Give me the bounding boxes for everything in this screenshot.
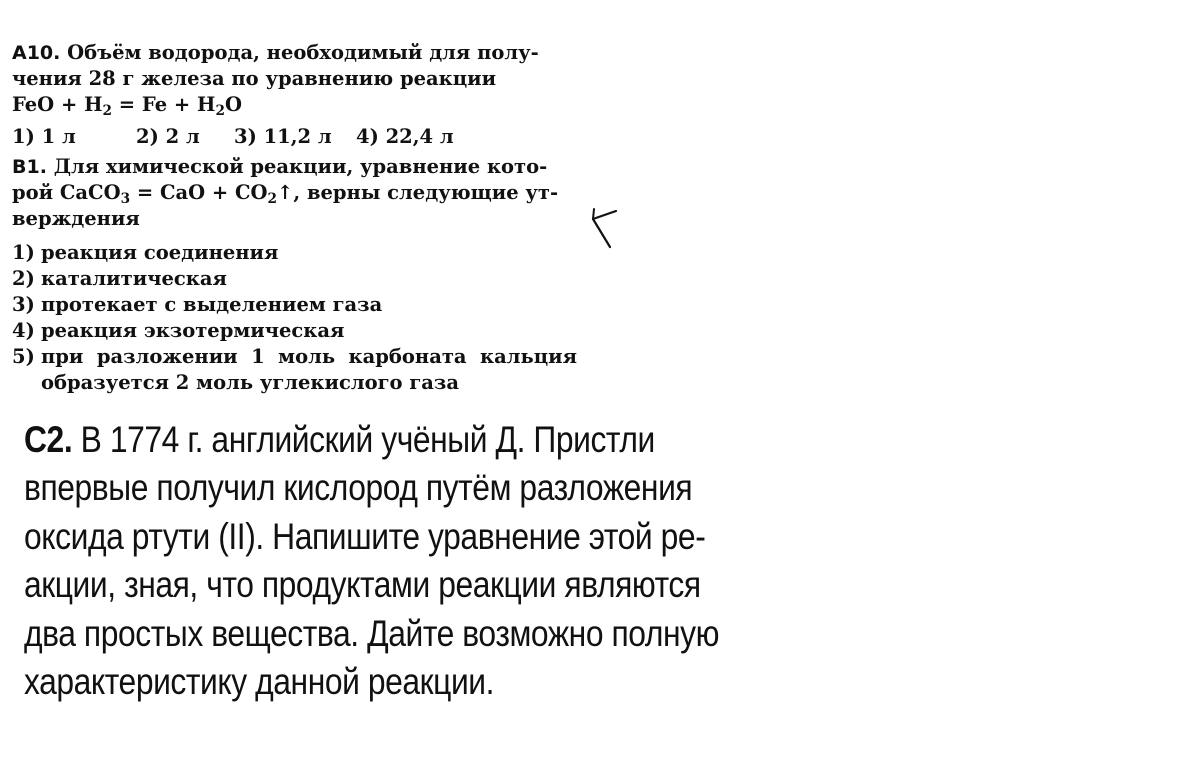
questions-block	[12, 40, 577, 396]
a10-eq-part: FeO + H	[12, 93, 103, 116]
a10-answer-1: 1) 1 л	[12, 125, 76, 148]
a10-eq-part: O	[224, 93, 242, 116]
a10-answer-3: 3) 11,2 л	[234, 125, 332, 148]
option-number: 3)	[12, 293, 35, 316]
b1-line-3: верждения	[12, 207, 140, 230]
b1-eq-part: рой CaCO	[12, 181, 121, 204]
c2-text-line: В 1774 г. английский учёный Д. Пристли	[72, 419, 655, 460]
a10-text-line-1: Объём водорода, необходимый для полу-	[67, 41, 539, 64]
option-text: протекает с выделением газа	[41, 293, 383, 316]
option-number: 5)	[12, 345, 35, 368]
b1-option-3	[12, 292, 577, 318]
question-a10	[12, 40, 577, 150]
b1-number: B1.	[12, 156, 47, 178]
a10-line-1	[12, 40, 577, 66]
option-text: реакция соединения	[41, 241, 279, 264]
b1-line-1	[12, 154, 577, 180]
option-text: реакция экзотермическая	[41, 319, 345, 342]
option-text: каталитическая	[41, 267, 227, 290]
option-number: 4)	[12, 319, 35, 342]
option-number: 1)	[12, 241, 35, 264]
b1-options	[12, 240, 577, 396]
a10-answer-2: 2) 2 л	[136, 125, 200, 148]
a10-number: A10.	[12, 42, 61, 64]
option-number: 2)	[12, 267, 35, 290]
b1-option-1	[12, 240, 577, 266]
c2-line-3: оксида ртути (II). Напишите уравнение этой ре-	[24, 515, 706, 557]
b1-eq-part: ↑, верны следующие ут-	[277, 181, 559, 204]
a10-equation	[12, 92, 577, 118]
b1-option-2	[12, 266, 577, 292]
b1-eq-subscript: 2	[267, 191, 278, 208]
handwritten-arrow-icon	[590, 205, 620, 255]
b1-eq-subscript: 3	[120, 191, 131, 208]
b1-eq-part: = CaO + CO	[130, 181, 268, 204]
c2-number: С2.	[24, 419, 73, 460]
a10-eq-subscript: 2	[102, 103, 113, 120]
c2-line-4: акции, зная, что продуктами реакции являются	[24, 564, 701, 606]
c2-line-2: впервые получил кислород путём разложения	[24, 467, 693, 509]
option-text: при разложении 1 моль карбоната кальция образуется 2 моль углекислого газа	[41, 345, 577, 394]
b1-line-2	[12, 180, 577, 206]
b1-option-5	[12, 344, 577, 396]
a10-answer-4: 4) 22,4 л	[356, 125, 454, 148]
a10-line-2: чения 28 г железа по уравнению реакции	[12, 67, 497, 90]
question-b1	[12, 154, 577, 396]
a10-eq-subscript: 2	[215, 103, 225, 120]
c2-line-6: характеристику данной реакции.	[24, 661, 495, 703]
b1-option-4	[12, 318, 577, 344]
a10-answers	[12, 124, 577, 150]
c2-line-1	[24, 416, 774, 464]
b1-text-line-1: Для химической реакции, уравнение кото-	[53, 155, 548, 178]
question-c2	[24, 416, 774, 706]
a10-eq-part: = Fe + H	[112, 93, 216, 116]
c2-line-5: два простых вещества. Дайте возможно полную	[24, 612, 720, 654]
